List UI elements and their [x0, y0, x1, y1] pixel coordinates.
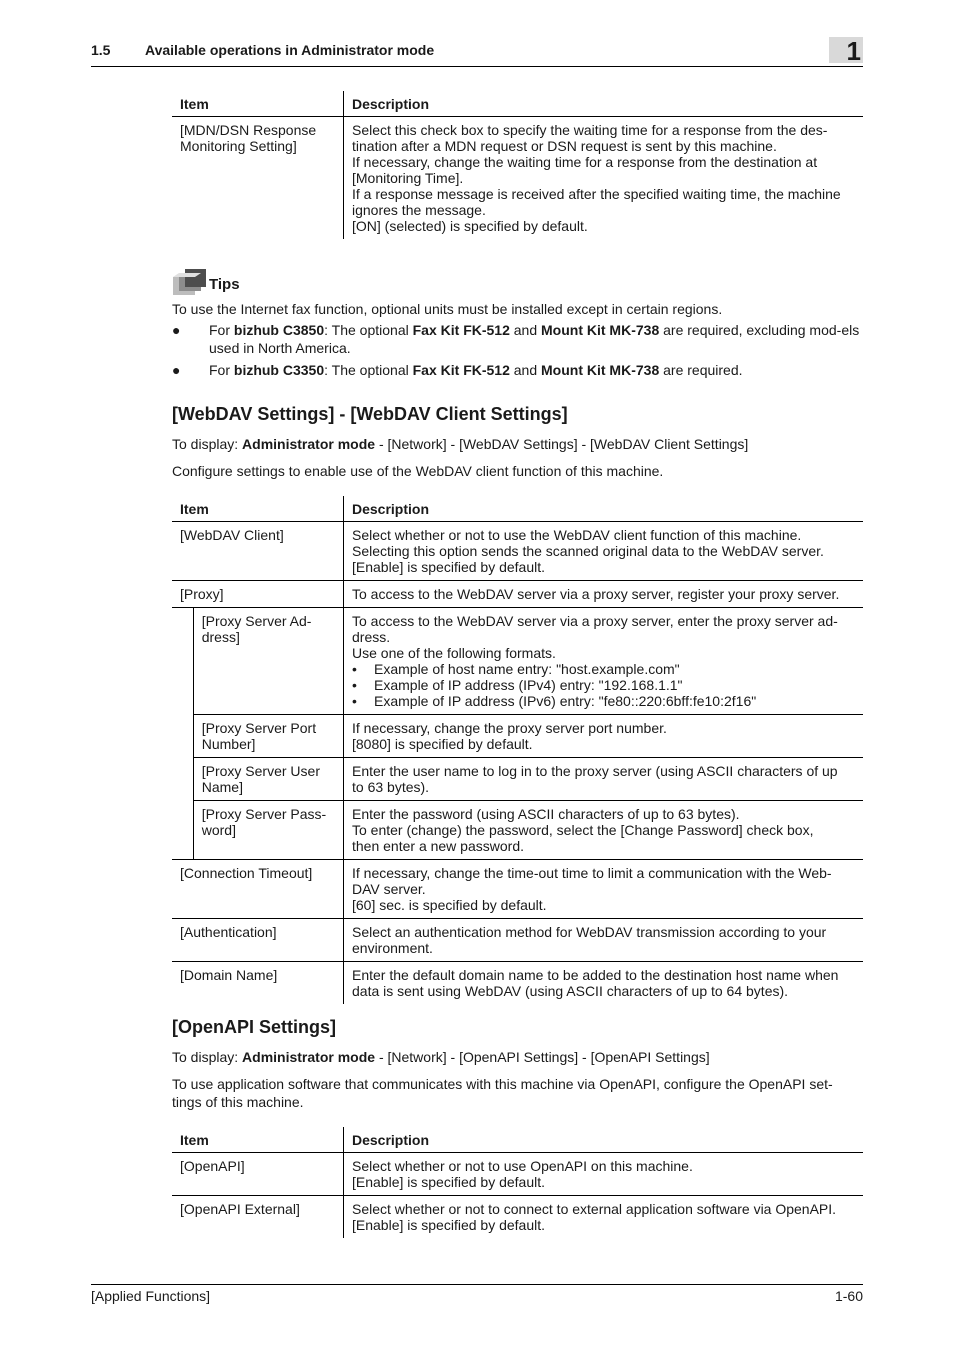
description-cell: Select an authentication method for WebDAV transmission according to your environment.	[344, 919, 864, 962]
bullet-text: For bizhub C3850: The optional Fax Kit FK-512 and Mount Kit MK-738 are required, excluding mod-els used in North America.	[209, 322, 860, 356]
page-number: 1-60	[834, 1288, 863, 1304]
item-label: [MDN/DSN Response Monitoring Setting]	[180, 122, 317, 154]
table-row	[172, 919, 863, 962]
description-cell: Select whether or not to connect to external application software via OpenAPI. [Enable] is specified by default.	[352, 1201, 837, 1233]
description-line: Select this check box to specify the waiting time for a response from the des-	[352, 122, 828, 138]
table-row	[172, 1196, 863, 1239]
item-cell: [Proxy Server Ad-dress]	[193, 608, 343, 715]
column-header-item: Item	[172, 1127, 344, 1153]
chapter-number-tab: 1	[829, 37, 863, 63]
webdav-heading: [WebDAV Settings] - [WebDAV Client Settings]	[172, 404, 568, 424]
table-row	[172, 1153, 863, 1196]
description-cell: If necessary, change the time-out time to limit a communication with the Web- DAV server. [60] sec. is specified by default.	[344, 860, 864, 919]
item-cell: [Connection Timeout]	[172, 860, 344, 919]
column-header-description: Description	[344, 496, 864, 522]
item-cell: [OpenAPI]	[172, 1153, 344, 1196]
table-row	[172, 860, 863, 919]
section-title: Available operations in Administrator mode	[145, 42, 435, 58]
table-row	[172, 801, 863, 860]
table-row	[172, 715, 863, 758]
item-cell	[172, 117, 344, 240]
column-header-description: Description	[344, 1127, 864, 1153]
tips-bullet	[172, 361, 863, 381]
description-cell	[344, 117, 864, 240]
item-cell: [Proxy Server User Name]	[193, 758, 343, 801]
list-item: • Example of IP address (IPv4) entry: "192.168.1.1"	[352, 677, 855, 693]
table-row	[172, 758, 863, 801]
bullet-dot: ●	[172, 322, 181, 338]
item-cell: [WebDAV Client]	[172, 522, 344, 581]
webdav-display-path: To display: Administrator mode - [Network] - [WebDAV Settings] - [WebDAV Client Settings]	[172, 436, 749, 452]
table-row	[172, 522, 863, 581]
description-cell: Select whether or not to use OpenAPI on this machine. [Enable] is specified by default.	[344, 1153, 864, 1196]
table-row	[172, 581, 863, 608]
column-header-item: Item	[172, 91, 344, 117]
item-cell: [Proxy Server Pass-word]	[193, 801, 343, 860]
page-header	[91, 38, 863, 67]
footer-chapter-name: [Applied Functions]	[91, 1288, 211, 1304]
description-cell: Enter the user name to log in to the proxy server (using ASCII characters of up to 63 bytes).	[344, 758, 864, 801]
mdn-dsn-table	[172, 91, 863, 239]
item-cell: [Proxy Server Port Number]	[193, 715, 343, 758]
openapi-display-path: To display: Administrator mode - [Network] - [OpenAPI Settings] - [OpenAPI Settings]	[172, 1049, 710, 1065]
description-line: ignores the message.	[352, 202, 486, 218]
tips-icon	[173, 268, 207, 296]
description-line: If necessary, change the waiting time for a response from the destination at	[352, 154, 818, 170]
openapi-intro: To use application software that communicates with this machine via OpenAPI, configure the OpenAPI set- tings of this machine.	[172, 1076, 833, 1110]
table-row	[172, 962, 863, 1005]
tips-bullet	[172, 321, 863, 361]
list-item: • Example of IP address (IPv6) entry: "fe80::220:6bff:fe10:2f16"	[352, 693, 855, 709]
column-header-item: Item	[172, 496, 344, 522]
openapi-heading: [OpenAPI Settings]	[172, 1017, 337, 1037]
description-cell: Select whether or not to use the WebDAV client function of this machine. Selecting this option sends the scanned original data to the WebDAV server. [Enable] is specified by default.	[344, 522, 864, 581]
list-item: • Example of host name entry: "host.example.com"	[352, 661, 855, 677]
description-cell: To access to the WebDAV server via a proxy server, register your proxy server.	[344, 581, 864, 608]
table-row	[172, 117, 863, 240]
table-row	[172, 608, 863, 715]
section-number: 1.5	[91, 42, 111, 58]
indent-spacer	[172, 608, 193, 860]
description-line: tination after a MDN request or DSN request is sent by this machine.	[352, 138, 777, 154]
column-header-description: Description	[344, 91, 864, 117]
item-cell: [Authentication]	[172, 919, 344, 962]
description-line: If a response message is received after the specified waiting time, the machine	[352, 186, 841, 202]
tips-label: Tips	[209, 276, 240, 293]
description-line: [Monitoring Time].	[352, 170, 464, 186]
webdav-intro: Configure settings to enable use of the WebDAV client function of this machine.	[172, 463, 664, 479]
item-cell: [OpenAPI External]	[172, 1196, 344, 1239]
tips-intro: To use the Internet fax function, optional units must be installed except in certain regions.	[172, 301, 723, 317]
item-cell: [Proxy]	[172, 581, 344, 608]
bullet-dot: ●	[172, 362, 181, 378]
bullet-text: For bizhub C3350: The optional Fax Kit FK-512 and Mount Kit MK-738 are required.	[209, 362, 743, 378]
description-cell: To access to the WebDAV server via a proxy server, enter the proxy server ad- dress. Use one of the following formats. • Example of host name entry: "host.example.com" • Example of IP address (IPv4) entry: "192.168.1.1" • Example of IP address (IPv6) entry: "fe80::220:6bff:fe10:2f16"	[344, 608, 864, 715]
description-cell: Enter the password (using ASCII characters of up to 63 bytes). To enter (change) the password, select the [Change Password] check box, then enter a new password.	[344, 801, 864, 860]
webdav-table	[172, 496, 863, 1004]
page-footer	[91, 1284, 863, 1304]
item-cell: [Domain Name]	[172, 962, 344, 1005]
description-line: [ON] (selected) is specified by default.	[352, 218, 588, 234]
description-cell: Enter the default domain name to be added to the destination host name when data is sent using WebDAV (using ASCII characters of up to 64 bytes).	[352, 967, 839, 999]
openapi-table	[172, 1127, 863, 1238]
description-cell: If necessary, change the proxy server port number. [8080] is specified by default.	[344, 715, 864, 758]
